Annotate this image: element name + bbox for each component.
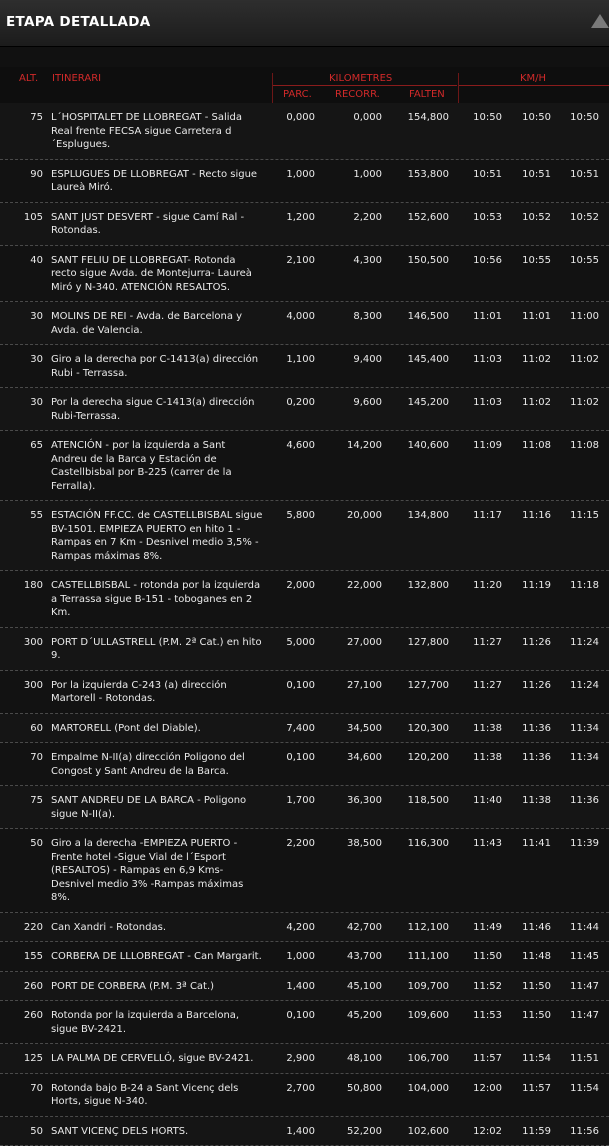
altitude-cell: 50 [30, 1125, 43, 1139]
recorregut-km-cell: 27,000 [347, 636, 382, 650]
falten-km-cell: 109,600 [408, 1009, 449, 1023]
itinerary-cell: PORT D´ULLASTRELL (P.M. 2ª Cat.) en hito 9. [51, 628, 263, 670]
table-row [0, 1074, 609, 1117]
table-row [0, 1001, 609, 1044]
time-fast-cell: 11:50 [473, 950, 502, 964]
table-row [0, 1117, 609, 1146]
itinerary-cell: Empalme N-II(a) dirección Poligono del Congost y Sant Andreu de la Barca. [51, 743, 263, 785]
time-medium-cell: 11:19 [522, 579, 551, 593]
time-slow-cell: 11:08 [570, 439, 599, 453]
time-fast-cell: 11:40 [473, 794, 502, 808]
time-fast-cell: 11:03 [473, 396, 502, 410]
recorregut-km-cell: 45,100 [347, 980, 382, 994]
time-medium-cell: 11:36 [522, 722, 551, 736]
parcial-km-cell: 2,000 [286, 579, 315, 593]
falten-km-cell: 118,500 [408, 794, 449, 808]
recorregut-km-cell: 4,300 [353, 254, 382, 268]
itinerary-cell: Can Xandri - Rotondas. [51, 913, 263, 942]
altitude-cell: 180 [24, 579, 43, 593]
time-slow-cell: 11:02 [570, 353, 599, 367]
kmh-underline [459, 85, 609, 86]
falten-km-cell: 102,600 [408, 1125, 449, 1139]
time-slow-cell: 11:47 [570, 980, 599, 994]
time-medium-cell: 11:26 [522, 679, 551, 693]
table-row [0, 203, 609, 246]
header-spacer [0, 47, 609, 67]
table-row [0, 628, 609, 671]
recorregut-km-cell: 42,700 [347, 921, 382, 935]
parcial-km-cell: 1,000 [286, 950, 315, 964]
time-medium-cell: 11:41 [522, 837, 551, 851]
recorregut-km-cell: 52,200 [347, 1125, 382, 1139]
kilometres-underline [273, 85, 457, 86]
recorregut-km-cell: 45,200 [347, 1009, 382, 1023]
itinerary-cell: Rotonda por la izquierda a Barcelona, sigue BV-2421. [51, 1001, 263, 1043]
time-slow-cell: 11:02 [570, 396, 599, 410]
time-slow-cell: 11:56 [570, 1125, 599, 1139]
parcial-km-cell: 2,200 [286, 837, 315, 851]
table-row [0, 431, 609, 501]
itinerary-cell: Giro a la derecha -EMPIEZA PUERTO - Frente hotel -Sigue Vial de l´Esport (RESALTOS) - Rampas en 6,9 Kms- Desnivel medio 3% -Rampas máximas 8%. [51, 829, 263, 912]
falten-km-cell: 106,700 [408, 1052, 449, 1066]
stage-table-body [0, 103, 609, 1146]
falten-km-cell: 134,800 [408, 509, 449, 523]
table-row [0, 671, 609, 714]
parcial-km-cell: 4,000 [286, 310, 315, 324]
time-fast-cell: 10:50 [473, 111, 502, 125]
time-slow-cell: 11:24 [570, 679, 599, 693]
parcial-km-cell: 0,100 [286, 751, 315, 765]
time-medium-cell: 10:51 [522, 168, 551, 182]
time-slow-cell: 11:15 [570, 509, 599, 523]
altitude-cell: 30 [30, 396, 43, 410]
table-row [0, 972, 609, 1002]
table-row [0, 501, 609, 571]
time-medium-cell: 11:59 [522, 1125, 551, 1139]
time-slow-cell: 10:55 [570, 254, 599, 268]
parcial-km-cell: 1,200 [286, 211, 315, 225]
itinerary-cell: Por la derecha sigue C-1413(a) dirección Rubi-Terrassa. [51, 388, 263, 430]
itinerary-cell: MOLINS DE REI - Avda. de Barcelona y Avda. de Valencia. [51, 302, 263, 344]
parcial-km-cell: 1,000 [286, 168, 315, 182]
time-fast-cell: 11:20 [473, 579, 502, 593]
parcial-km-cell: 5,000 [286, 636, 315, 650]
falten-km-cell: 150,500 [408, 254, 449, 268]
time-slow-cell: 11:54 [570, 1082, 599, 1096]
time-fast-cell: 11:01 [473, 310, 502, 324]
time-medium-cell: 11:46 [522, 921, 551, 935]
time-fast-cell: 12:00 [473, 1082, 502, 1096]
table-row [0, 160, 609, 203]
recorregut-km-cell: 9,400 [353, 353, 382, 367]
header-divider [458, 73, 459, 103]
time-fast-cell: 11:38 [473, 722, 502, 736]
col-alt-header: ALT. [19, 73, 38, 84]
altitude-cell: 50 [30, 837, 43, 851]
falten-km-cell: 120,200 [408, 751, 449, 765]
time-fast-cell: 10:51 [473, 168, 502, 182]
time-fast-cell: 11:03 [473, 353, 502, 367]
falten-km-cell: 152,600 [408, 211, 449, 225]
itinerary-cell: SANT FELIU DE LLOBREGAT- Rotonda recto sigue Avda. de Montejurra- Laureà Miró y N-340. ATENCIÓN RESALTOS. [51, 246, 263, 302]
table-row [0, 743, 609, 786]
parcial-km-cell: 2,100 [286, 254, 315, 268]
itinerary-cell: CASTELLBISBAL - rotonda por la izquierda a Terrassa sigue B-151 - toboganes en 2 Km. [51, 571, 263, 627]
time-medium-cell: 11:26 [522, 636, 551, 650]
table-row [0, 388, 609, 431]
itinerary-cell: ESTACIÓN FF.CC. de CASTELLBISBAL sigue BV-1501. EMPIEZA PUERTO en hito 1 - Rampas en 7 Km - Desnivel medio 3,5% - Rampas máximas 8%. [51, 501, 263, 570]
time-fast-cell: 11:17 [473, 509, 502, 523]
falten-km-cell: 145,400 [408, 353, 449, 367]
time-slow-cell: 11:44 [570, 921, 599, 935]
altitude-cell: 125 [24, 1052, 43, 1066]
altitude-cell: 30 [30, 310, 43, 324]
time-medium-cell: 10:52 [522, 211, 551, 225]
altitude-cell: 90 [30, 168, 43, 182]
time-slow-cell: 11:47 [570, 1009, 599, 1023]
table-row [0, 1044, 609, 1074]
header-divider [272, 73, 273, 103]
altitude-cell: 260 [24, 1009, 43, 1023]
table-row [0, 103, 609, 160]
itinerary-cell: L´HOSPITALET DE LLOBREGAT - Salida Real frente FECSA sigue Carretera d´Esplugues. [51, 103, 263, 159]
falten-km-cell: 116,300 [408, 837, 449, 851]
itinerary-cell: SANT ANDREU DE LA BARCA - Poligono sigue N-II(a). [51, 786, 263, 828]
time-fast-cell: 11:53 [473, 1009, 502, 1023]
time-medium-cell: 11:36 [522, 751, 551, 765]
time-fast-cell: 10:53 [473, 211, 502, 225]
time-medium-cell: 11:38 [522, 794, 551, 808]
table-row [0, 942, 609, 972]
time-slow-cell: 10:51 [570, 168, 599, 182]
table-row [0, 246, 609, 303]
falten-km-cell: 120,300 [408, 722, 449, 736]
altitude-cell: 65 [30, 439, 43, 453]
altitude-cell: 30 [30, 353, 43, 367]
time-slow-cell: 11:34 [570, 722, 599, 736]
table-row [0, 786, 609, 829]
itinerary-cell: Giro a la derecha por C-1413(a) dirección Rubi - Terrassa. [51, 345, 263, 387]
time-fast-cell: 11:09 [473, 439, 502, 453]
recorregut-km-cell: 38,500 [347, 837, 382, 851]
itinerary-cell: Por la izquierda C-243 (a) dirección Martorell - Rotondas. [51, 671, 263, 713]
altitude-cell: 40 [30, 254, 43, 268]
col-recorr-header: RECORR. [335, 89, 380, 100]
itinerary-cell: PORT DE CORBERA (P.M. 3ª Cat.) [51, 972, 263, 1001]
recorregut-km-cell: 8,300 [353, 310, 382, 324]
falten-km-cell: 132,800 [408, 579, 449, 593]
itinerary-cell: Rotonda bajo B-24 a Sant Vicenç dels Horts, sigue N-340. [51, 1074, 263, 1116]
altitude-cell: 300 [24, 679, 43, 693]
parcial-km-cell: 7,400 [286, 722, 315, 736]
time-medium-cell: 11:50 [522, 1009, 551, 1023]
time-medium-cell: 11:50 [522, 980, 551, 994]
table-row [0, 714, 609, 744]
parcial-km-cell: 1,400 [286, 980, 315, 994]
time-medium-cell: 11:16 [522, 509, 551, 523]
collapse-triangle-icon[interactable] [591, 14, 609, 28]
col-parc-header: PARC. [283, 89, 312, 100]
parcial-km-cell: 2,700 [286, 1082, 315, 1096]
time-medium-cell: 11:02 [522, 353, 551, 367]
parcial-km-cell: 1,100 [286, 353, 315, 367]
parcial-km-cell: 0,100 [286, 679, 315, 693]
time-fast-cell: 11:38 [473, 751, 502, 765]
parcial-km-cell: 4,200 [286, 921, 315, 935]
altitude-cell: 75 [30, 794, 43, 808]
itinerary-cell: MARTORELL (Pont del Diable). [51, 714, 263, 743]
recorregut-km-cell: 27,100 [347, 679, 382, 693]
recorregut-km-cell: 0,000 [353, 111, 382, 125]
time-slow-cell: 11:24 [570, 636, 599, 650]
recorregut-km-cell: 34,600 [347, 751, 382, 765]
falten-km-cell: 111,100 [408, 950, 449, 964]
itinerary-cell: LA PALMA DE CERVELLÓ, sigue BV-2421. [51, 1044, 263, 1073]
itinerary-cell: ESPLUGUES DE LLOBREGAT - Recto sigue Laureà Miró. [51, 160, 263, 202]
time-slow-cell: 10:52 [570, 211, 599, 225]
parcial-km-cell: 1,700 [286, 794, 315, 808]
recorregut-km-cell: 20,000 [347, 509, 382, 523]
altitude-cell: 260 [24, 980, 43, 994]
altitude-cell: 70 [30, 751, 43, 765]
falten-km-cell: 146,500 [408, 310, 449, 324]
parcial-km-cell: 4,600 [286, 439, 315, 453]
itinerary-cell: SANT VICENÇ DELS HORTS. [51, 1117, 263, 1146]
time-fast-cell: 11:27 [473, 679, 502, 693]
time-medium-cell: 11:02 [522, 396, 551, 410]
time-fast-cell: 11:43 [473, 837, 502, 851]
parcial-km-cell: 5,800 [286, 509, 315, 523]
time-fast-cell: 10:56 [473, 254, 502, 268]
recorregut-km-cell: 22,000 [347, 579, 382, 593]
parcial-km-cell: 2,900 [286, 1052, 315, 1066]
time-slow-cell: 11:36 [570, 794, 599, 808]
panel-title: ETAPA DETALLADA [6, 14, 150, 30]
altitude-cell: 300 [24, 636, 43, 650]
time-medium-cell: 11:48 [522, 950, 551, 964]
col-kmh-header: KM/H [520, 73, 546, 84]
time-slow-cell: 11:00 [570, 310, 599, 324]
recorregut-km-cell: 50,800 [347, 1082, 382, 1096]
recorregut-km-cell: 48,100 [347, 1052, 382, 1066]
time-fast-cell: 11:49 [473, 921, 502, 935]
falten-km-cell: 145,200 [408, 396, 449, 410]
recorregut-km-cell: 1,000 [353, 168, 382, 182]
table-row [0, 571, 609, 628]
falten-km-cell: 127,700 [408, 679, 449, 693]
parcial-km-cell: 0,100 [286, 1009, 315, 1023]
time-medium-cell: 10:55 [522, 254, 551, 268]
itinerary-cell: SANT JUST DESVERT - sigue Camí Ral - Rotondas. [51, 203, 263, 245]
time-fast-cell: 11:57 [473, 1052, 502, 1066]
recorregut-km-cell: 9,600 [353, 396, 382, 410]
panel-header [0, 0, 609, 47]
time-slow-cell: 11:51 [570, 1052, 599, 1066]
table-row [0, 302, 609, 345]
altitude-cell: 155 [24, 950, 43, 964]
col-kilometres-header: KILOMETRES [329, 73, 392, 84]
falten-km-cell: 112,100 [408, 921, 449, 935]
table-row [0, 345, 609, 388]
recorregut-km-cell: 2,200 [353, 211, 382, 225]
table-row [0, 913, 609, 943]
falten-km-cell: 154,800 [408, 111, 449, 125]
time-medium-cell: 11:01 [522, 310, 551, 324]
recorregut-km-cell: 34,500 [347, 722, 382, 736]
altitude-cell: 75 [30, 111, 43, 125]
time-slow-cell: 11:34 [570, 751, 599, 765]
col-itinerari-header: ITINERARI [52, 73, 101, 84]
time-slow-cell: 11:39 [570, 837, 599, 851]
falten-km-cell: 140,600 [408, 439, 449, 453]
parcial-km-cell: 1,400 [286, 1125, 315, 1139]
falten-km-cell: 104,000 [408, 1082, 449, 1096]
time-fast-cell: 11:52 [473, 980, 502, 994]
time-slow-cell: 10:50 [570, 111, 599, 125]
time-medium-cell: 11:08 [522, 439, 551, 453]
falten-km-cell: 127,800 [408, 636, 449, 650]
itinerary-cell: CORBERA DE LLLOBREGAT - Can Margarit. [51, 942, 263, 971]
time-fast-cell: 12:02 [473, 1125, 502, 1139]
table-row [0, 829, 609, 913]
time-medium-cell: 10:50 [522, 111, 551, 125]
time-medium-cell: 11:57 [522, 1082, 551, 1096]
parcial-km-cell: 0,000 [286, 111, 315, 125]
falten-km-cell: 153,800 [408, 168, 449, 182]
altitude-cell: 60 [30, 722, 43, 736]
col-falten-header: FALTEN [409, 89, 445, 100]
itinerary-cell: ATENCIÓN - por la izquierda a Sant Andreu de la Barca y Estación de Castellbisbal por B-225 (carrer de la Ferralla). [51, 431, 263, 500]
altitude-cell: 105 [24, 211, 43, 225]
time-fast-cell: 11:27 [473, 636, 502, 650]
recorregut-km-cell: 43,700 [347, 950, 382, 964]
parcial-km-cell: 0,200 [286, 396, 315, 410]
falten-km-cell: 109,700 [408, 980, 449, 994]
table-header [0, 67, 609, 103]
time-slow-cell: 11:18 [570, 579, 599, 593]
altitude-cell: 70 [30, 1082, 43, 1096]
time-slow-cell: 11:45 [570, 950, 599, 964]
altitude-cell: 55 [30, 509, 43, 523]
altitude-cell: 220 [24, 921, 43, 935]
time-medium-cell: 11:54 [522, 1052, 551, 1066]
recorregut-km-cell: 36,300 [347, 794, 382, 808]
recorregut-km-cell: 14,200 [347, 439, 382, 453]
